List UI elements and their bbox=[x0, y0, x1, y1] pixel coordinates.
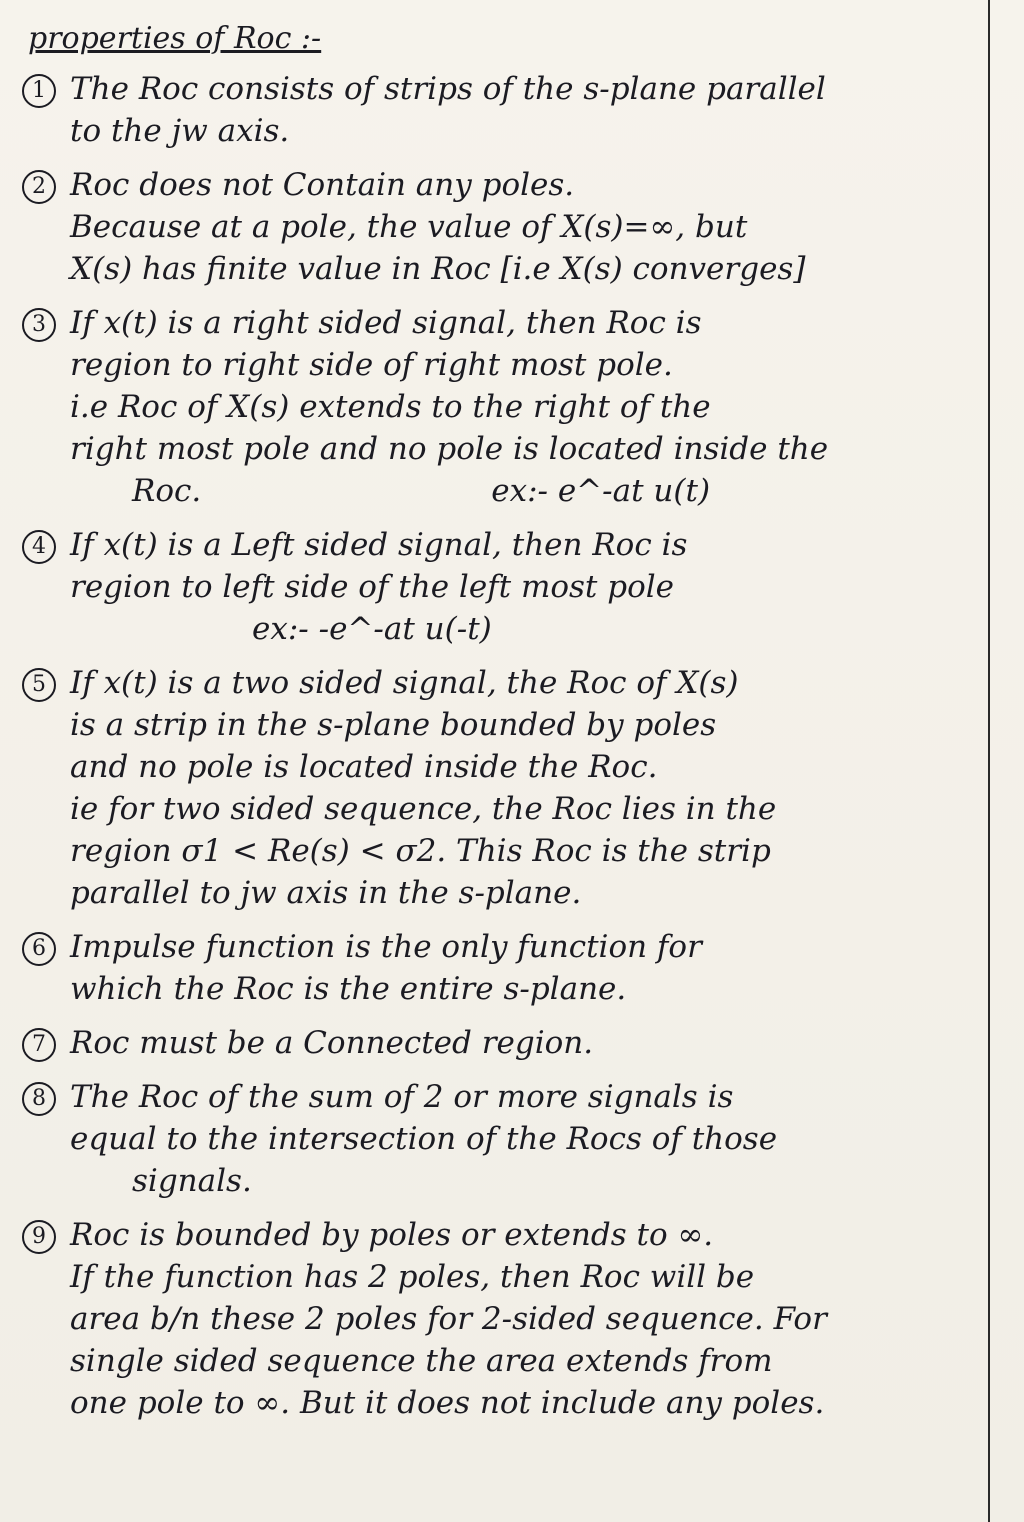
property-9 bbox=[22, 1214, 982, 1424]
property-text: Roc is bounded by poles or extends to ∞. bbox=[70, 1217, 714, 1253]
property-text: If the function has 2 poles, then Roc will be bbox=[70, 1259, 755, 1295]
property-text: If x(t) is a two sided signal, the Roc of X(s) bbox=[70, 665, 739, 701]
property-text: to the jw axis. bbox=[70, 113, 290, 149]
item-number: 4 bbox=[22, 530, 56, 564]
property-text: Roc does not Contain any poles. bbox=[70, 167, 575, 203]
property-text: area b/n these 2 poles for 2-sided sequence. For bbox=[70, 1301, 827, 1337]
property-text: one pole to ∞. But it does not include any poles. bbox=[70, 1385, 825, 1421]
item-number: 3 bbox=[22, 308, 56, 342]
property-text: X(s) has finite value in Roc [i.e X(s) converges] bbox=[70, 251, 806, 287]
item-number: 6 bbox=[22, 932, 56, 966]
property-text: region σ1 < Re(s) < σ2. This Roc is the strip bbox=[70, 833, 771, 869]
property-text: signals. bbox=[132, 1163, 252, 1199]
property-text: If x(t) is a right sided signal, then Roc is bbox=[70, 305, 702, 341]
item-number: 9 bbox=[22, 1220, 56, 1254]
property-text: Roc must be a Connected region. bbox=[70, 1025, 594, 1061]
item-number: 5 bbox=[22, 668, 56, 702]
property-text: Because at a pole, the value of X(s)=∞, but bbox=[70, 209, 748, 245]
property-text: Impulse function is the only function for bbox=[70, 929, 702, 965]
property-text: Roc. bbox=[132, 473, 202, 509]
item-number: 8 bbox=[22, 1082, 56, 1116]
property-text: parallel to jw axis in the s-plane. bbox=[70, 875, 582, 911]
notes-content bbox=[22, 18, 982, 1436]
page-margin-line bbox=[988, 0, 990, 1522]
property-text: right most pole and no pole is located inside the bbox=[70, 431, 829, 467]
property-text: i.e Roc of X(s) extends to the right of the bbox=[70, 389, 711, 425]
property-6 bbox=[22, 926, 982, 1010]
item-number: 7 bbox=[22, 1028, 56, 1062]
property-text: equal to the intersection of the Rocs of those bbox=[70, 1121, 778, 1157]
property-text: The Roc of the sum of 2 or more signals is bbox=[70, 1079, 734, 1115]
property-2 bbox=[22, 164, 982, 290]
property-text: is a strip in the s-plane bounded by poles bbox=[70, 707, 717, 743]
property-4 bbox=[22, 524, 982, 650]
property-text: and no pole is located inside the Roc. bbox=[70, 749, 658, 785]
item-number: 1 bbox=[22, 74, 56, 108]
property-text: region to left side of the left most pole bbox=[70, 569, 675, 605]
page-heading: properties of Roc :- bbox=[28, 21, 322, 56]
property-text: region to right side of right most pole. bbox=[70, 347, 673, 383]
property-text: The Roc consists of strips of the s-plane parallel bbox=[70, 71, 826, 107]
property-text: ie for two sided sequence, the Roc lies in the bbox=[70, 791, 777, 827]
property-5 bbox=[22, 662, 982, 914]
example-formula: ex:- -e^-at u(-t) bbox=[252, 611, 492, 647]
item-number: 2 bbox=[22, 170, 56, 204]
property-text: which the Roc is the entire s-plane. bbox=[70, 971, 627, 1007]
property-text: single sided sequence the area extends from bbox=[70, 1343, 773, 1379]
property-7 bbox=[22, 1022, 982, 1064]
example-formula: ex:- e^-at u(t) bbox=[491, 473, 711, 509]
property-3 bbox=[22, 302, 982, 512]
property-8 bbox=[22, 1076, 982, 1202]
property-text: If x(t) is a Left sided signal, then Roc is bbox=[70, 527, 688, 563]
property-1 bbox=[22, 68, 982, 152]
